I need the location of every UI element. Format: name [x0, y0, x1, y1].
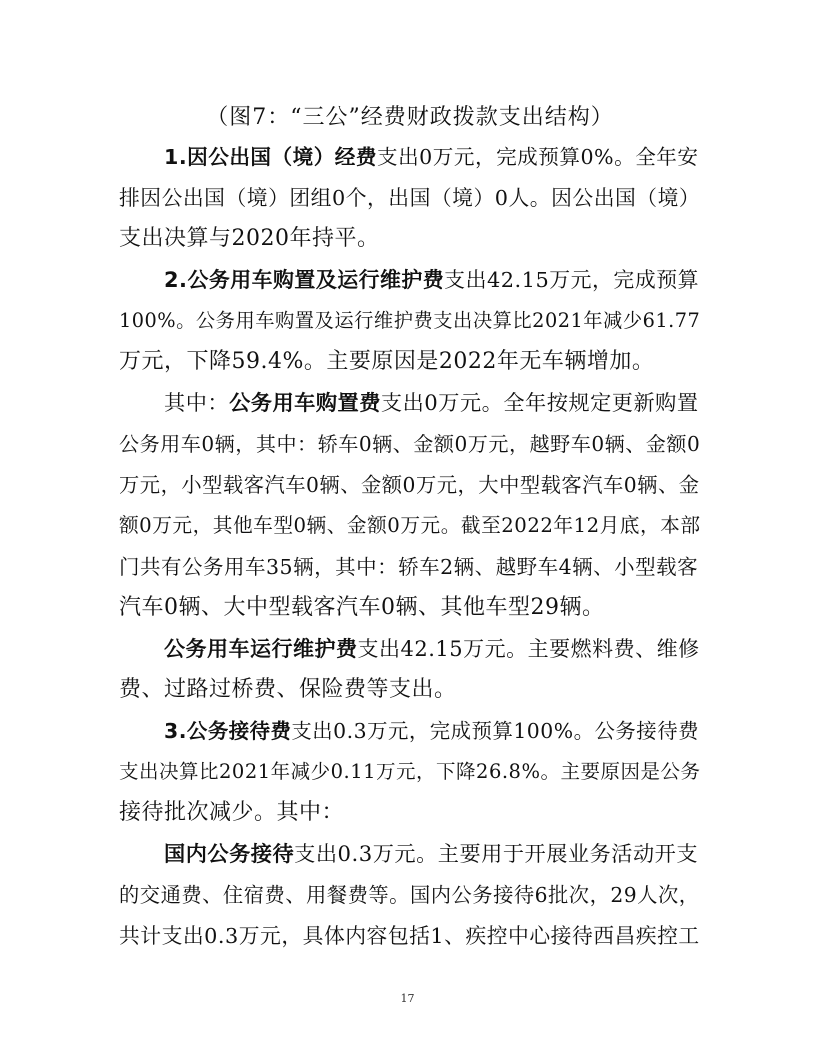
text-line: [119, 225, 380, 253]
text-line: [164, 635, 700, 663]
body-text-run: 其中：: [164, 390, 230, 415]
text-line: [164, 389, 699, 417]
body-text-run: 支出0.3万元。主要用于开展业务活动开支: [294, 841, 699, 866]
text-line: [119, 553, 698, 581]
text-line: [119, 430, 700, 458]
text-line: [119, 758, 701, 786]
body-text-run: 接待批次减少。其中：: [119, 800, 345, 825]
body-text-run: 额0万元，其他车型0辆、金额0万元。截至2022年12月底，本部: [119, 514, 701, 537]
text-line: [119, 594, 605, 622]
body-text-run: 的交通费、住宿费、用餐费等。国内公务接待6批次，29人次，: [119, 883, 700, 907]
body-text-run: 公务用车0辆，其中：轿车0辆、金额0万元，越野车0辆、金额0: [119, 432, 701, 456]
body-text-run: 100%。公务用车购置及运行维护费支出决算比2021年减少61.77: [119, 309, 701, 332]
body-text-run: 万元，下降59.4%。主要原因是2022年无车辆增加。: [119, 349, 655, 374]
body-text-run: 支出决算比2021年减少0.11万元，下降26.8%。主要原因是公务: [119, 760, 701, 783]
body-text-run: 支出0.3万元，完成预算100%。公务接待费: [291, 719, 699, 743]
text-line: [119, 676, 457, 704]
text-line: [119, 512, 701, 540]
text-line: [119, 184, 700, 212]
text-line: [119, 922, 700, 950]
bold-heading-text: 2.公务用车购置及运行维护费: [164, 268, 445, 292]
text-line: [119, 307, 700, 335]
text-line: [164, 266, 699, 294]
body-text-run: 支出0万元，完成预算0%。全年安: [377, 145, 699, 169]
body-text-run: 汽车0辆、大中型载客汽车0辆、其他车型29辆。: [119, 595, 605, 620]
figure-caption: （图7：“三公”经费财政拨款支出结构）: [206, 105, 614, 130]
text-line: [119, 348, 654, 376]
body-text-run: 支出决算与2020年持平。: [119, 226, 380, 251]
body-text-run: 支出0万元。全年按规定更新购置: [380, 390, 699, 415]
body-text-run: 共计支出0.3万元，具体内容包括1、疾控中心接待西昌疾控工: [119, 924, 700, 948]
body-text-run: 支出42.15万元。主要燃料费、维修: [357, 637, 700, 661]
text-line: [119, 471, 700, 499]
bold-heading-text: 国内公务接待: [164, 841, 295, 866]
bold-heading-text: 1.因公出国（境）经费: [164, 145, 377, 169]
page-number: 17: [400, 992, 415, 1005]
text-line: [119, 881, 700, 909]
bold-heading-text: 公务用车购置费: [229, 390, 381, 415]
text-line: [164, 143, 699, 171]
bold-heading-text: 3.公务接待费: [164, 719, 292, 743]
body-text-run: 排因公出国（境）团组0个，出国（境）0人。因公出国（境）: [119, 186, 701, 210]
body-text-run: 万元，小型载客汽车0辆、金额0万元，大中型载客汽车0辆、金: [119, 473, 700, 497]
body-text-run: 门共有公务用车35辆，其中：轿车2辆、越野车4辆、小型载客: [119, 555, 699, 579]
body-text-run: 费、过路过桥费、保险费等支出。: [119, 677, 457, 702]
text-line: [119, 799, 344, 827]
body-text-run: 支出42.15万元，完成预算: [444, 268, 699, 292]
text-line: [164, 717, 699, 745]
bold-heading-text: 公务用车运行维护费: [164, 637, 358, 661]
text-line: [164, 840, 698, 868]
